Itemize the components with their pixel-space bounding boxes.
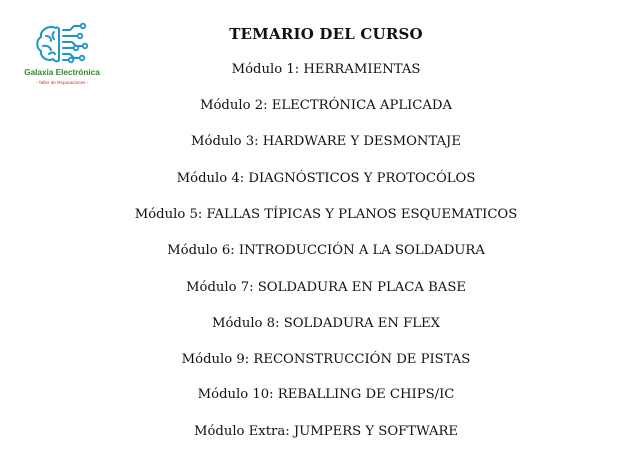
logo-name: Galaxia Electrónica bbox=[24, 68, 100, 77]
module-item-4: Módulo 4: DIAGNÓSTICOS Y PROTOCÓLOS bbox=[176, 171, 476, 186]
brain-circuit-icon bbox=[34, 22, 90, 66]
logo-tagline: - Taller de Reparaciones - bbox=[35, 80, 89, 85]
module-item-8: Módulo 8: SOLDADURA EN FLEX bbox=[211, 316, 441, 331]
module-item-7: Módulo 7: SOLDADURA EN PLACA BASE bbox=[186, 280, 466, 295]
module-item-5: Módulo 5: FALLAS TÍPICAS Y PLANOS ESQUEMATICOS bbox=[134, 207, 518, 222]
module-item-extra: Módulo Extra: JUMPERS Y SOFTWARE bbox=[193, 424, 459, 439]
module-item-3: Módulo 3: HARDWARE Y DESMONTAJE bbox=[191, 134, 461, 149]
module-item-9: Módulo 9: RECONSTRUCCIÓN DE PISTAS bbox=[181, 352, 471, 367]
brand-logo bbox=[14, 22, 110, 94]
module-item-10: Módulo 10: REBALLING DE CHIPS/IC bbox=[197, 387, 455, 402]
module-item-2: Módulo 2: ELECTRÓNICA APLICADA bbox=[199, 98, 453, 113]
module-item-1: Módulo 1: HERRAMIENTAS bbox=[231, 62, 421, 77]
page-title: TEMARIO DEL CURSO bbox=[229, 25, 423, 43]
module-item-6: Módulo 6: INTRODUCCIÓN A LA SOLDADURA bbox=[167, 243, 485, 258]
